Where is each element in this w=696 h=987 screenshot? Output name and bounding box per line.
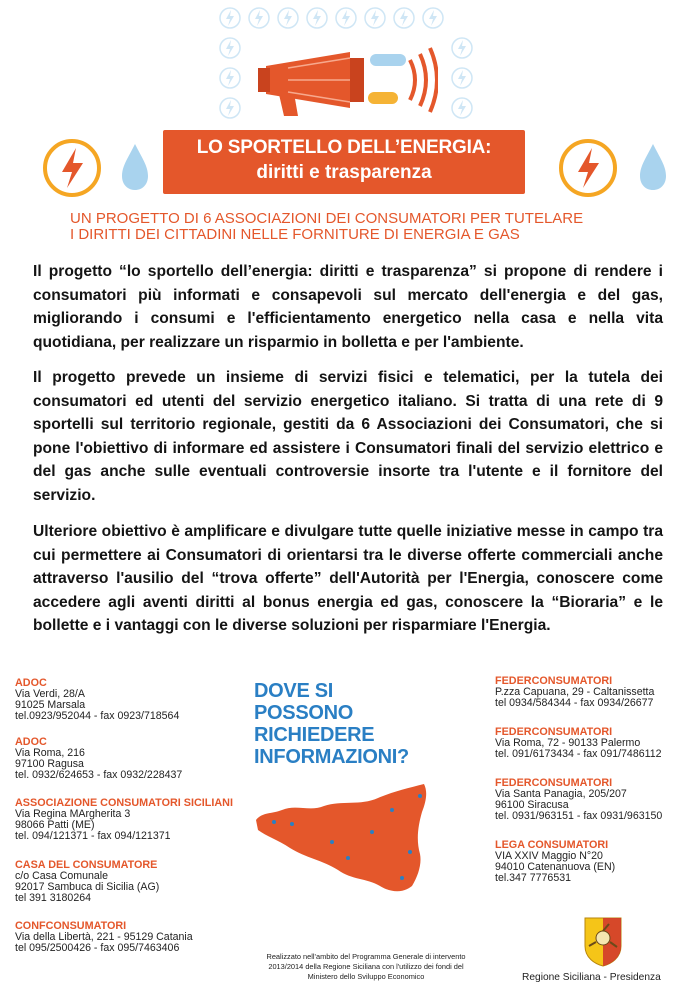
lightning-icon	[450, 36, 474, 60]
info-heading-line: INFORMAZIONI?	[254, 746, 409, 768]
contact-block	[495, 727, 662, 760]
contact-line: Via Roma, 72 - 90133 Palermo	[495, 737, 641, 749]
sicily-map	[252, 782, 438, 902]
contact-line: 97100 Ragusa	[15, 758, 84, 770]
region-logo	[583, 916, 623, 968]
contact-line: Via Santa Panagia, 205/207	[495, 788, 627, 800]
contact-line: tel.347 7776531	[495, 872, 571, 884]
project-tagline	[70, 211, 670, 243]
paragraph-services: Il progetto prevede un insieme di servizi fisici e telematici, per la tutela dei consumatori ed utenti del servizio energetico italiano. Si tratta di una rete di 9 sportelli sul territorio regionale, gestiti da 6 Associazioni dei Consumatori, che si pone l'obiettivo di informare ed assistere i Consumatori finali del servizio elettrico e del gas anche sulle eventuali controversie insorte tra l'utente e il fornitore del servizio.	[33, 369, 663, 504]
contact-line: tel 095/2500426 - fax 095/7463406	[15, 942, 180, 954]
contact-block	[495, 778, 662, 822]
contact-name: ASSOCIAZIONE CONSUMATORI SICILIANI	[15, 797, 233, 809]
page-title: LO SPORTELLO DELL’ENERGIA:	[196, 137, 492, 158]
contact-name: CASA DEL CONSUMATORE	[15, 859, 158, 871]
contact-block	[15, 921, 193, 954]
funding-note-line: Realizzato nell'ambito del Programma Generale di intervento	[266, 952, 466, 961]
lightning-icon	[218, 6, 242, 30]
lightning-icon	[218, 36, 242, 60]
contact-line: 98066 Patti (ME)	[15, 819, 95, 831]
funding-note	[226, 952, 506, 982]
contact-line: VIA XXIV Maggio N°20	[495, 850, 603, 862]
flame-icon	[638, 142, 668, 192]
contact-line: tel. 0932/624653 - fax 0932/228437	[15, 769, 183, 781]
lightning-icon	[305, 6, 329, 30]
contact-line: 91025 Marsala	[15, 699, 86, 711]
lightning-icon	[450, 96, 474, 120]
contact-line: 94010 Catenanuova (EN)	[495, 861, 616, 873]
contact-name: ADOC	[15, 677, 47, 689]
contact-block	[15, 798, 233, 842]
contact-line: Via Verdi, 28/A	[15, 688, 85, 700]
contact-line: tel. 0931/963151 - fax 0931/963150	[495, 810, 663, 822]
contact-block	[15, 737, 182, 781]
contact-line: P.zza Capuana, 29 - Caltanissetta	[495, 686, 655, 698]
contact-block	[495, 840, 615, 884]
contact-line: Via della Libertà, 221 - 95129 Catania	[15, 931, 193, 943]
contact-line: tel. 094/121371 - fax 094/121371	[15, 830, 171, 842]
info-heading	[254, 680, 484, 768]
funding-note-line: Ministero dello Sviluppo Economico	[307, 972, 425, 981]
lightning-icon	[558, 138, 618, 198]
megaphone-icon	[258, 44, 438, 120]
funding-note-line: 2013/2014 della Regione Siciliana con l'utilizzo dei fondi del	[268, 962, 464, 971]
lightning-icon	[450, 66, 474, 90]
contact-name: ADOC	[15, 736, 47, 748]
contact-line: tel. 091/6173434 - fax 091/7486112	[495, 748, 662, 760]
contact-name: LEGA CONSUMATORI	[495, 839, 609, 851]
lightning-icon	[392, 6, 416, 30]
page-subtitle: diritti e trasparenza	[256, 162, 432, 183]
lightning-icon	[363, 6, 387, 30]
contact-line: Via Roma, 216	[15, 747, 85, 759]
lightning-icon	[218, 66, 242, 90]
contact-block	[495, 676, 654, 709]
lightning-icon	[218, 96, 242, 120]
paragraph-objectives: Ulteriore obiettivo è amplificare e divulgare tutte quelle iniziative messe in campo tra cui permettere ai Consumatori di orientarsi tra le diverse offerte commerciali anche attraverso l'ausilio del “trova offerte” dell'Autorità per l'Energia, conoscere come accedere agli aventi diritti al bonus energia ed gas, conoscere la “Bioraria” e le bollette e i vantaggi con le diverse soluzioni per risparmiare l'Energia.	[33, 523, 663, 635]
contact-name: FEDERCONSUMATORI	[495, 675, 613, 687]
tagline-line: I DIRITTI DEI CITTADINI NELLE FORNITURE DI ENERGIA E GAS	[70, 226, 520, 243]
contact-line: tel 391 3180264	[15, 892, 91, 904]
paragraph-intro: Il progetto “lo sportello dell’energia: diritti e trasparenza” si propone di rendere i consumatori più informati e consapevoli sul mercato dell'energia e del gas, migliorando i consumi e l'efficientamento energetico nella casa e nella vita quotidiana, per realizzare un risparmio in bolletta e per l'ambiente.	[33, 263, 663, 351]
contact-block	[15, 678, 179, 722]
info-heading-line: RICHIEDERE	[254, 724, 375, 746]
lightning-icon	[421, 6, 445, 30]
lightning-icon	[334, 6, 358, 30]
contact-line: Via Regina MArgherita 3	[15, 808, 131, 820]
contact-line: tel 0934/584344 - fax 0934/26677	[495, 697, 654, 709]
region-label: Regione Siciliana - Presidenza	[522, 972, 661, 983]
info-heading-line: POSSONO	[254, 702, 354, 724]
lightning-icon	[42, 138, 102, 198]
title-banner	[163, 130, 525, 194]
contact-name: FEDERCONSUMATORI	[495, 777, 613, 789]
contact-name: FEDERCONSUMATORI	[495, 726, 613, 738]
contact-name: CONFCONSUMATORI	[15, 920, 127, 932]
tagline-line: UN PROGETTO DI 6 ASSOCIAZIONI DEI CONSUMATORI PER TUTELARE	[70, 210, 584, 227]
contact-line: 92017 Sambuca di Sicilia (AG)	[15, 881, 160, 893]
contact-line: tel.0923/952044 - fax 0923/718564	[15, 710, 180, 722]
contact-block	[15, 860, 159, 904]
lightning-icon	[276, 6, 300, 30]
info-heading-line: DOVE SI	[254, 680, 334, 702]
flame-icon	[120, 142, 150, 192]
lightning-icon	[247, 6, 271, 30]
contact-line: 96100 Siracusa	[495, 799, 569, 811]
contact-line: c/o Casa Comunale	[15, 870, 109, 882]
